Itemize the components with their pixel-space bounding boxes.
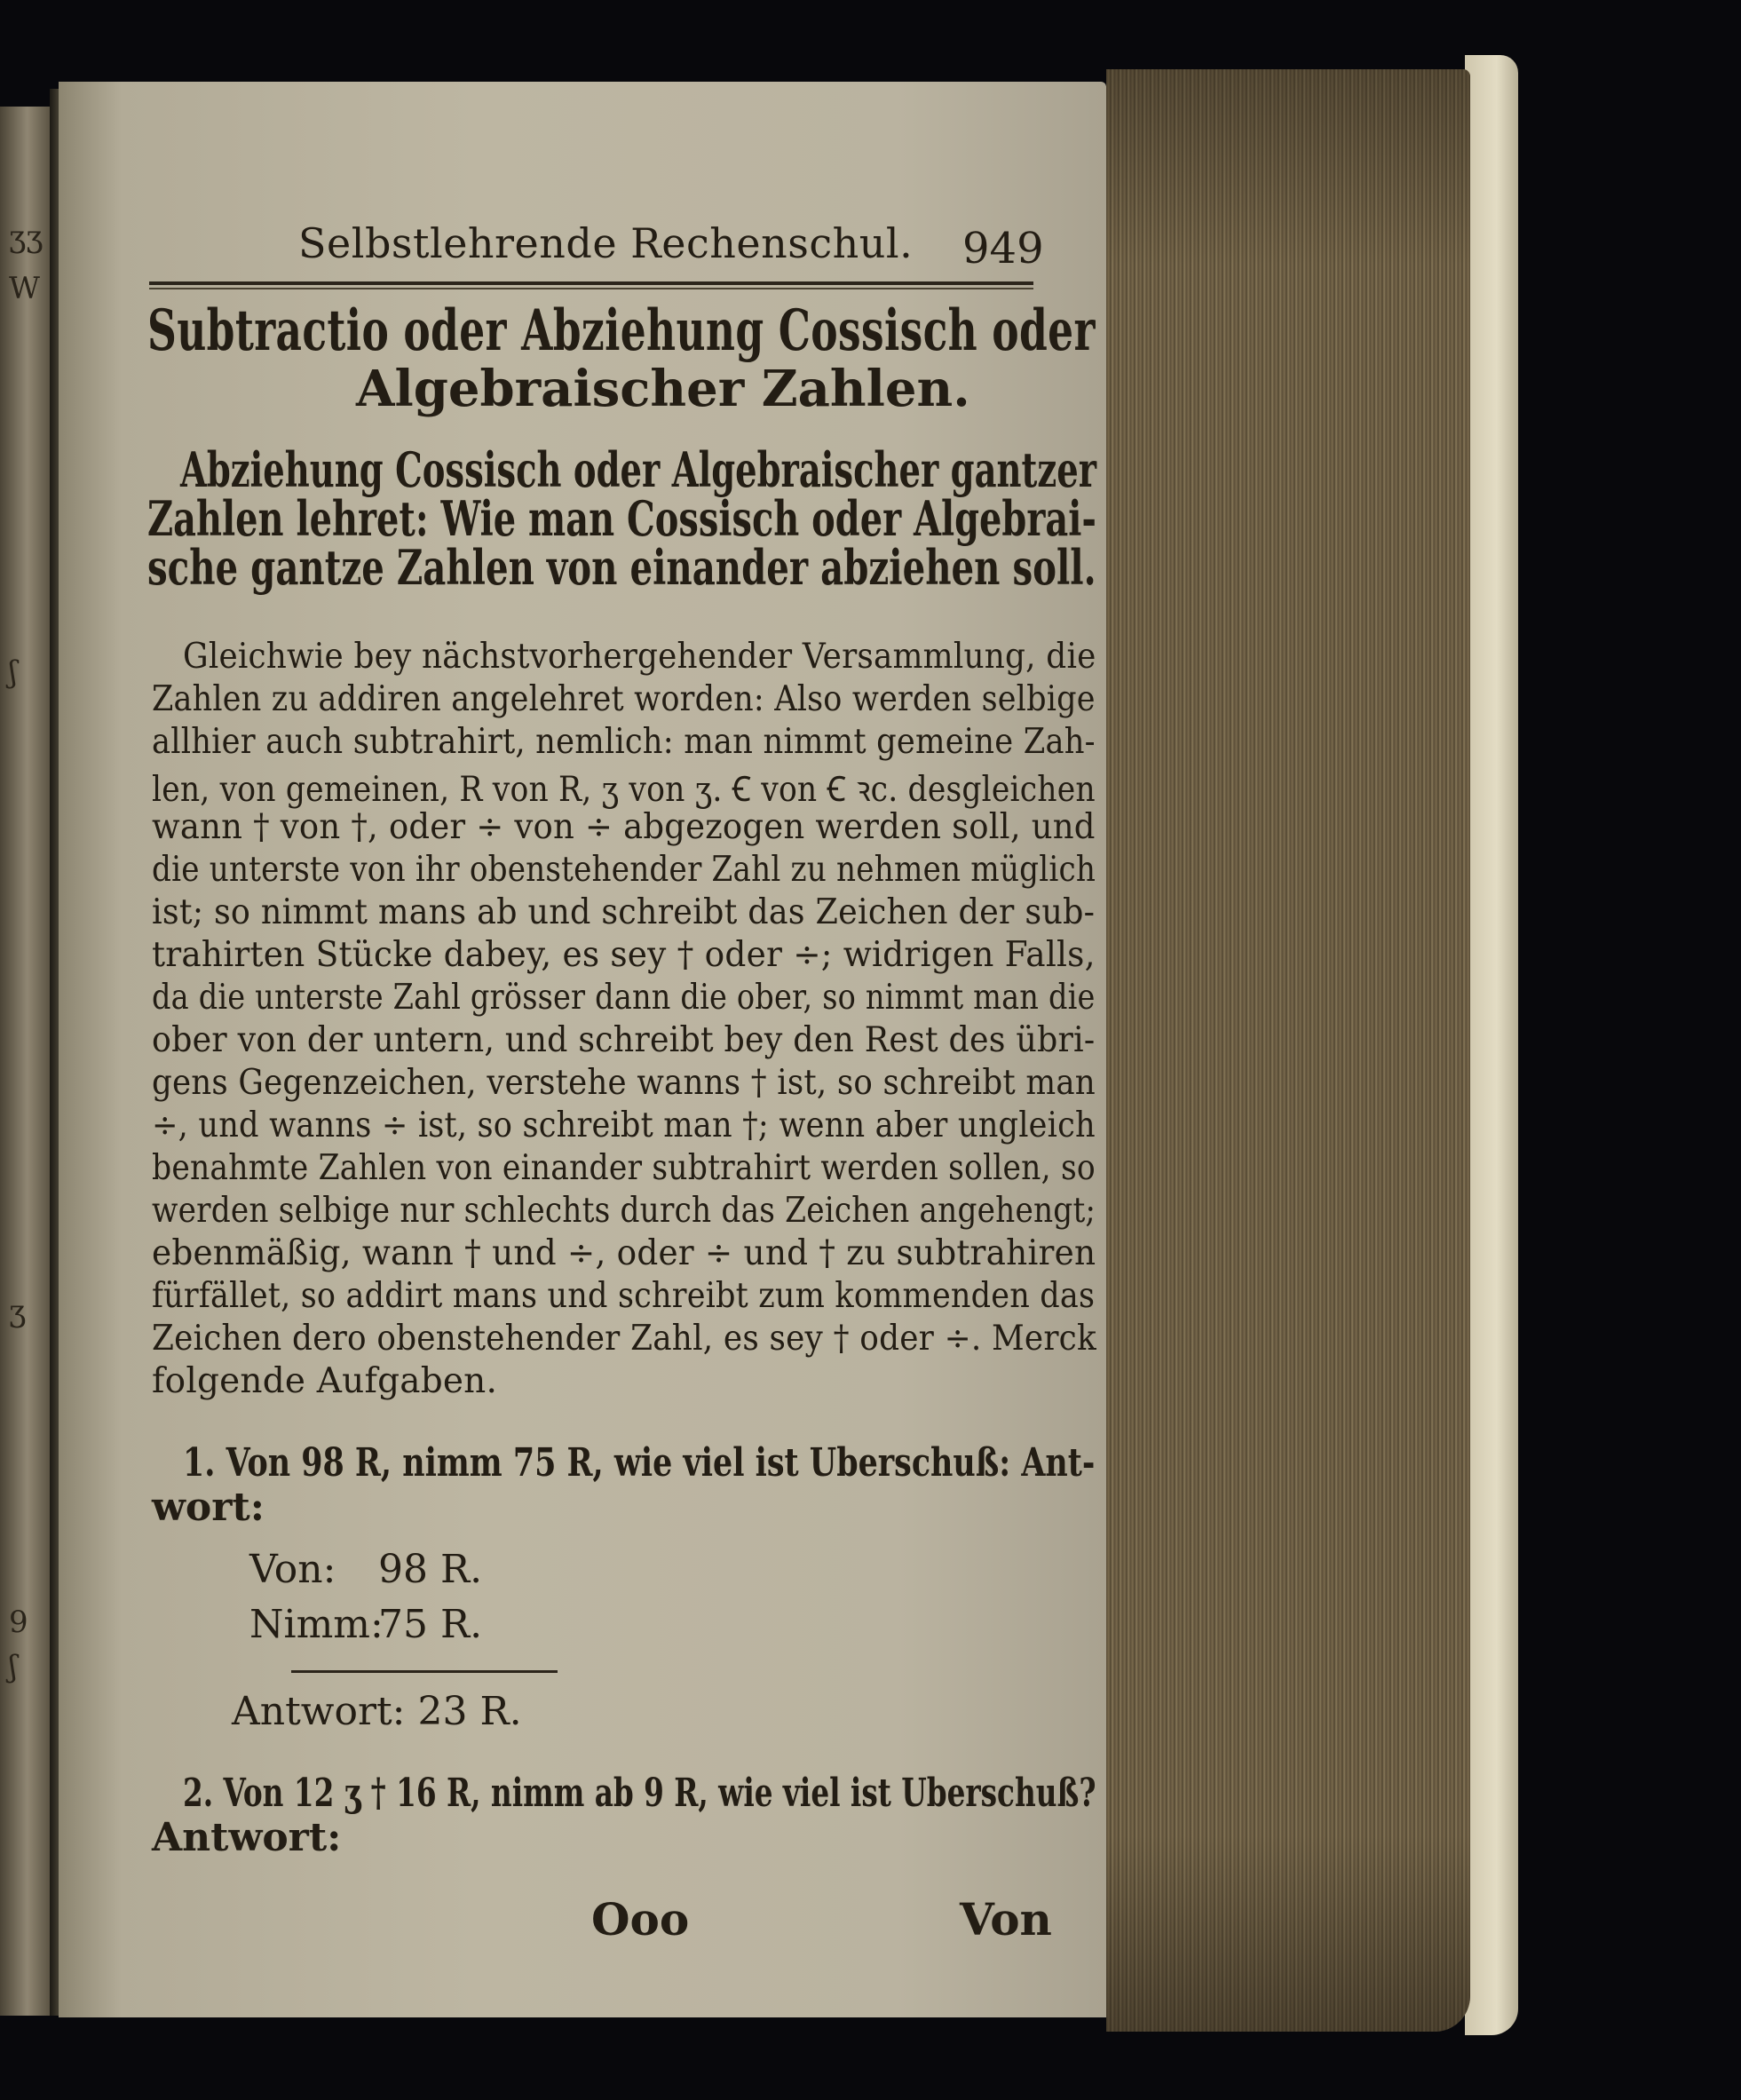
body-line: gens Gegenzeichen, verstehe wanns † ist, so schreibt man — [152, 1063, 1096, 1103]
left-fragment: ʃ — [9, 1649, 18, 1684]
subtitle-line: Zahlen lehret: Wie man Cossisch oder Algebrai- — [147, 490, 1096, 547]
subtitle-line: Abziehung Cossisch oder Algebraischer gantzer — [180, 441, 1096, 498]
body-line: ist; so nimmt mans ab und schreibt das Zeichen der sub- — [152, 892, 1096, 932]
body-line: Gleichwie bey nächstvorhergehender Versammlung, die — [183, 637, 1096, 677]
page-block-shade — [1106, 69, 1470, 2032]
example1-nimm-label: Nimm: — [249, 1602, 384, 1647]
running-head: Selbstlehrende Rechenschul. — [298, 219, 914, 267]
body-line: ebenmäßig, wann † und ÷, oder ÷ und † zu subtrahiren — [152, 1233, 1096, 1273]
catchword: Von — [960, 1893, 1052, 1945]
signature-mark: Ooo — [591, 1893, 690, 1945]
body-line: folgende Aufgaben. — [152, 1361, 498, 1401]
body-line: fürfället, so addirt mans und schreibt zum kommenden das — [152, 1276, 1096, 1316]
body-line: Zeichen dero obenstehender Zahl, es sey † oder ÷. Merck — [152, 1319, 1096, 1359]
subtitle-line: sche gantze Zahlen von einander abziehen soll. — [147, 539, 1096, 596]
header-rule-thin — [149, 288, 1033, 289]
section-title-line2: Algebraischer Zahlen. — [356, 360, 970, 418]
left-fragment: W — [9, 271, 40, 306]
example1-von-label: Von: — [249, 1547, 336, 1592]
left-fragment: ʃ — [9, 654, 18, 690]
body-line: trahirten Stücke dabey, es sey † oder ÷; widrigen Falls, — [152, 935, 1096, 975]
book-cover-edge — [1465, 55, 1518, 2035]
book-page — [59, 82, 1106, 2017]
page-number: 949 — [962, 224, 1044, 273]
example1-question-line1: 1. Von 98 R, nimm 75 R, wie viel ist Uberschuß: Ant- — [183, 1440, 1096, 1486]
left-fragment: ʒ — [9, 1294, 27, 1329]
body-line: benahmte Zahlen von einander subtrahirt werden sollen, so — [152, 1148, 1096, 1188]
body-line: Zahlen zu addiren angelehret worden: Also werden selbige — [152, 679, 1096, 719]
body-line: wann † von †, oder ÷ von ÷ abgezogen werden soll, und — [152, 807, 1096, 847]
section-title-line1: Subtractio oder Abziehung Cossisch oder — [147, 297, 1096, 364]
example1-answer: Antwort: 23 R. — [232, 1689, 522, 1734]
body-line: ober von der untern, und schreibt bey den Rest des übri- — [152, 1020, 1096, 1060]
body-line: werden selbige nur schlechts durch das Zeichen angehengt; — [152, 1191, 1096, 1231]
left-fragment: ʒʒ — [9, 219, 44, 255]
header-rule — [149, 281, 1033, 285]
left-fragment: 9 — [9, 1605, 28, 1640]
calc-rule — [291, 1670, 558, 1673]
body-line: len, von gemeinen, R von R, ʒ von ʒ. Ꞓ von Ꞓ ꝛc. desgleichen — [152, 770, 1096, 810]
body-line: ÷, und wanns ÷ ist, so schreibt man †; wenn aber ungleich — [152, 1105, 1096, 1145]
example2-question-line1: 2. Von 12 ʒ † 16 R, nimm ab 9 R, wie viel ist Uberschuß? — [183, 1771, 1096, 1816]
body-line: allhier auch subtrahirt, nemlich: man nimmt gemeine Zah- — [152, 722, 1096, 762]
example1-nimm-value: 75 R. — [378, 1602, 483, 1647]
example2-question-line2: Antwort: — [152, 1815, 342, 1860]
example1-question-line2: wort: — [152, 1485, 265, 1530]
left-page-edge — [0, 107, 50, 2016]
body-line: da die unterste Zahl grösser dann die ober, so nimmt man die — [152, 978, 1096, 1018]
body-line: die unterste von ihr obenstehender Zahl zu nehmen müglich — [152, 850, 1096, 890]
example1-von-value: 98 R. — [378, 1547, 483, 1592]
